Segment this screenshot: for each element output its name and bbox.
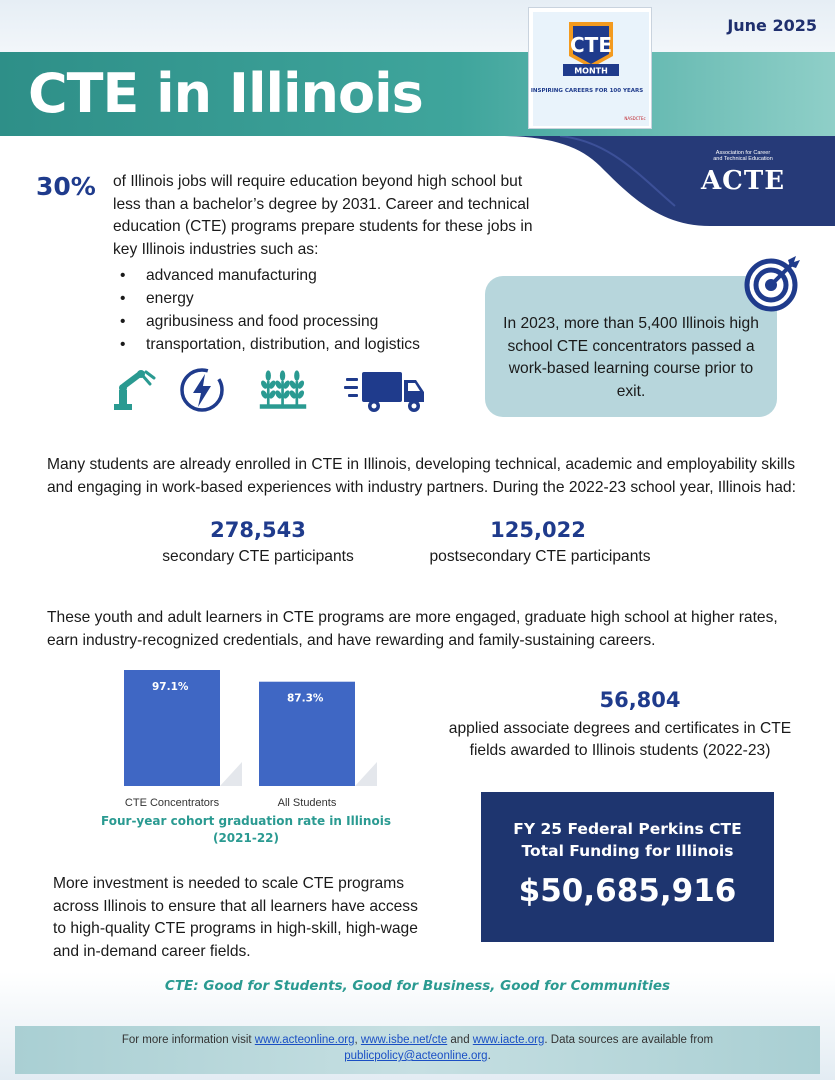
bar-value-label: 97.1% xyxy=(152,681,189,693)
industry-list xyxy=(118,264,420,356)
bar-shadow xyxy=(355,762,377,786)
acte-link[interactable]: www.acteonline.org xyxy=(254,1034,355,1046)
lightning-bolt-icon xyxy=(178,366,228,414)
issue-date: June 2025 xyxy=(727,16,817,35)
acte-logo-line2: and Technical Education xyxy=(713,156,773,162)
enrollment-paragraph: Many students are already enrolled in CTE in Illinois, developing technical, academic and employability skills and engaging in work-based experiences with industry partners. During the 2022-23 school year, Illinois had: xyxy=(47,456,796,496)
footer-text xyxy=(40,1032,795,1064)
funding-title-line1: FY 25 Federal Perkins CTE xyxy=(513,820,742,838)
robot-arm-icon xyxy=(110,366,160,414)
secondary-participants-label: secondary CTE participants xyxy=(162,548,354,565)
funding-title xyxy=(481,818,774,862)
funding-amount: $50,685,916 xyxy=(518,873,737,909)
delivery-truck-icon xyxy=(344,366,428,414)
footer-sep: and xyxy=(447,1034,473,1046)
bar-value-label: 87.3% xyxy=(287,692,324,705)
associate-degrees-label: applied associate degrees and certificates in CTE fields awarded to Illinois students (2022-23) xyxy=(448,720,792,759)
chart-title: Four-year cohort graduation rate in Illinois (2021-22) xyxy=(101,814,391,845)
footer-prefix: For more information visit xyxy=(121,1034,255,1046)
postsecondary-participants-value: 125,022 xyxy=(490,518,586,542)
acte-logo-line1: Association for Career xyxy=(715,150,771,156)
industry-item: • transportation, distribution, and logistics xyxy=(118,333,420,356)
footer-middle: . Data sources are available from xyxy=(544,1034,714,1046)
callout-text: In 2023, more than 5,400 Illinois high school CTE concentrators passed a work-based learning course prior to exit. xyxy=(503,315,759,400)
footer-sep: , xyxy=(354,1034,361,1046)
jobs-percent-stat: 30% xyxy=(36,172,96,201)
wheat-icon xyxy=(258,366,308,414)
iacte-link[interactable]: www.iacte.org xyxy=(472,1034,545,1046)
associate-degrees-value: 56,804 xyxy=(599,688,681,712)
postsecondary-participants-label: postsecondary CTE participants xyxy=(429,548,651,565)
learners-paragraph: These youth and adult learners in CTE programs are more engaged, graduate high school at higher rates, earn industry-recognized credentials, and have rewarding and family-sustaining careers. xyxy=(47,609,778,649)
acte-logo-name: ACTE xyxy=(700,166,786,196)
category-label: All Students xyxy=(277,797,337,809)
investment-paragraph: More investment is needed to scale CTE programs across Illinois to ensure that all learners have access to high-quality CTE programs in high-skill, high-wage and in-demand career fields. xyxy=(53,875,418,960)
footer-suffix: . xyxy=(487,1050,491,1062)
funding-title-line2: Total Funding for Illinois xyxy=(521,842,734,860)
cte-logo-tagline: INSPIRING CAREERS FOR 100 YEARS xyxy=(530,88,644,94)
bar-shadow xyxy=(220,762,242,786)
page-title: CTE in Illinois xyxy=(28,62,423,125)
cte-logo-band: MONTH xyxy=(574,66,608,76)
cte-logo-small: NASDCTEc xyxy=(624,116,646,121)
secondary-participants-value: 278,543 xyxy=(210,518,306,542)
email-link[interactable]: publicpolicy@acteonline.org xyxy=(344,1050,488,1062)
cte-logo-big: CTE xyxy=(570,33,612,57)
acte-logo xyxy=(693,150,793,196)
isbe-link[interactable]: www.isbe.net/cte xyxy=(360,1034,448,1046)
cte-month-logo xyxy=(528,7,652,129)
industry-item: • agribusiness and food processing xyxy=(118,310,420,333)
target-icon xyxy=(744,254,802,312)
category-label: CTE Concentrators xyxy=(124,797,220,809)
funding-box xyxy=(481,792,774,942)
intro-paragraph: of Illinois jobs will require education beyond high school but less than a bachelor’s degree by 2031. Career and technical education (CTE) programs prepare students for these jobs in key Illinois industries such as: xyxy=(113,173,533,258)
industry-item: • advanced manufacturing xyxy=(118,264,420,287)
industry-item: • energy xyxy=(118,287,420,310)
tagline: CTE: Good for Students, Good for Business, Good for Communities xyxy=(164,978,671,994)
